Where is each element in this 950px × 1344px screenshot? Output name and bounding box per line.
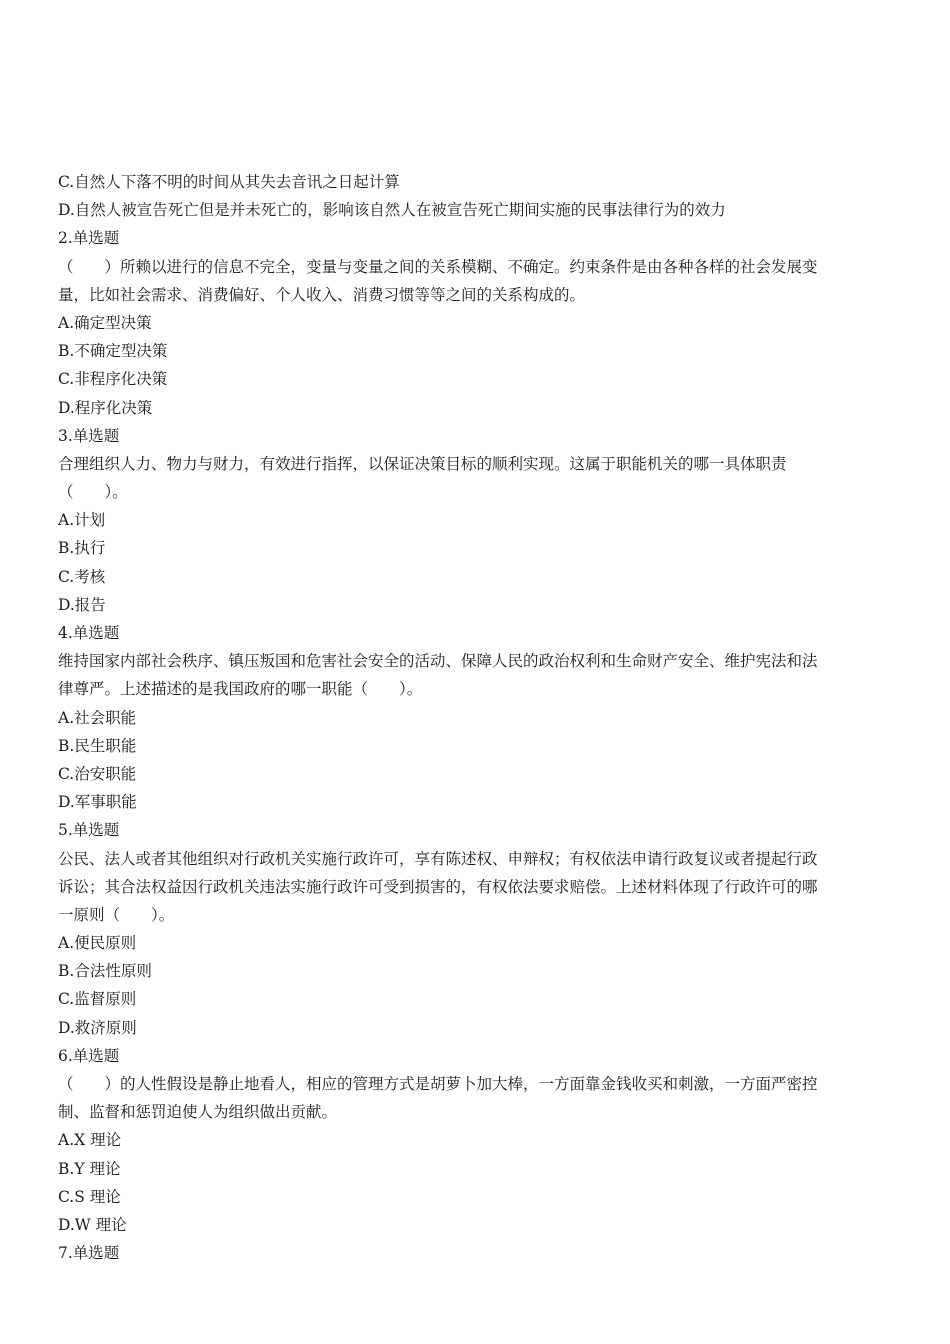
question-5-text-line-2: 诉讼；其合法权益因行政机关违法实施行政许可受到损害的，有权依法要求赔偿。上述材料体现了行政许可的哪 bbox=[58, 877, 818, 896]
question-5-text-line-3: 一原则（ ）。 bbox=[58, 905, 175, 924]
option-c-q4: C.治安职能 bbox=[58, 764, 137, 783]
option-c-q2: C.非程序化决策 bbox=[58, 370, 168, 389]
option-d-q1: D.自然人被宣告死亡但是并未死亡的，影响该自然人在被宣告死亡期间实施的民事法律行为的效力 bbox=[58, 201, 726, 220]
question-3-text-line-2: （ ）。 bbox=[58, 483, 128, 502]
question-4-header: 4.单选题 bbox=[58, 624, 120, 642]
option-a-q3: A.计划 bbox=[58, 511, 106, 530]
option-b-q3: B.执行 bbox=[58, 539, 106, 558]
option-c-q1: C.自然人下落不明的时间从其失去音讯之日起计算 bbox=[58, 173, 400, 191]
option-c-q5: C.监督原则 bbox=[58, 990, 137, 1009]
question-6-header: 6.单选题 bbox=[58, 1046, 120, 1065]
question-7-header: 7.单选题 bbox=[58, 1244, 120, 1263]
option-b-q2: B.不确定型决策 bbox=[58, 342, 168, 361]
option-b-q6: B.Y 理论 bbox=[58, 1159, 121, 1178]
option-d-q6: D.W 理论 bbox=[58, 1215, 127, 1234]
question-6-text-line-2: 制、监督和惩罚迫使人为组织做出贡献。 bbox=[58, 1103, 338, 1122]
question-4-text-line-1: 维持国家内部社会秩序、镇压叛国和危害社会安全的活动、保障人民的政治权利和生命财产安全、维护宪法和法 bbox=[58, 652, 818, 671]
question-2-header: 2.单选题 bbox=[58, 229, 120, 248]
option-b-q4: B.民生职能 bbox=[58, 736, 137, 755]
option-d-q4: D.军事职能 bbox=[58, 793, 137, 812]
option-a-q6: A.X 理论 bbox=[58, 1131, 122, 1150]
question-5-header: 5.单选题 bbox=[58, 821, 120, 840]
option-a-q2: A.确定型决策 bbox=[58, 313, 152, 332]
option-c-q6: C.S 理论 bbox=[58, 1187, 121, 1206]
question-6-text-line-1: （ ）的人性假设是静止地看人，相应的管理方式是胡萝卜加大棒，一方面靠金钱收买和刺激，一方面严密控 bbox=[58, 1075, 818, 1093]
option-d-q2: D.程序化决策 bbox=[58, 398, 153, 417]
question-4-text-line-2: 律尊严。上述描述的是我国政府的哪一职能（ ）。 bbox=[58, 680, 423, 699]
question-2-text-line-2: 量，比如社会需求、消费偏好、个人收入、消费习惯等等之间的关系构成的。 bbox=[58, 285, 586, 304]
option-c-q3: C.考核 bbox=[58, 567, 106, 586]
question-3-header: 3.单选题 bbox=[58, 426, 120, 445]
option-a-q5: A.便民原则 bbox=[58, 934, 137, 953]
option-a-q4: A.社会职能 bbox=[58, 708, 137, 727]
option-d-q5: D.救济原则 bbox=[58, 1018, 137, 1037]
option-d-q3: D.报告 bbox=[58, 595, 106, 614]
option-b-q5: B.合法性原则 bbox=[58, 962, 152, 981]
document-page bbox=[58, 168, 888, 1267]
question-5-text-line-1: 公民、法人或者其他组织对行政机关实施行政许可，享有陈述权、申辩权；有权依法申请行政复议或者提起行政 bbox=[58, 849, 818, 868]
question-3-text-line-1: 合理组织人力、物力与财力，有效进行指挥，以保证决策目标的顺利实现。这属于职能机关的哪一具体职责 bbox=[58, 454, 787, 473]
question-2-text-line-1: （ ）所赖以进行的信息不完全，变量与变量之间的关系模糊、不确定。约束条件是由各种各样的社会发展变 bbox=[58, 257, 818, 276]
